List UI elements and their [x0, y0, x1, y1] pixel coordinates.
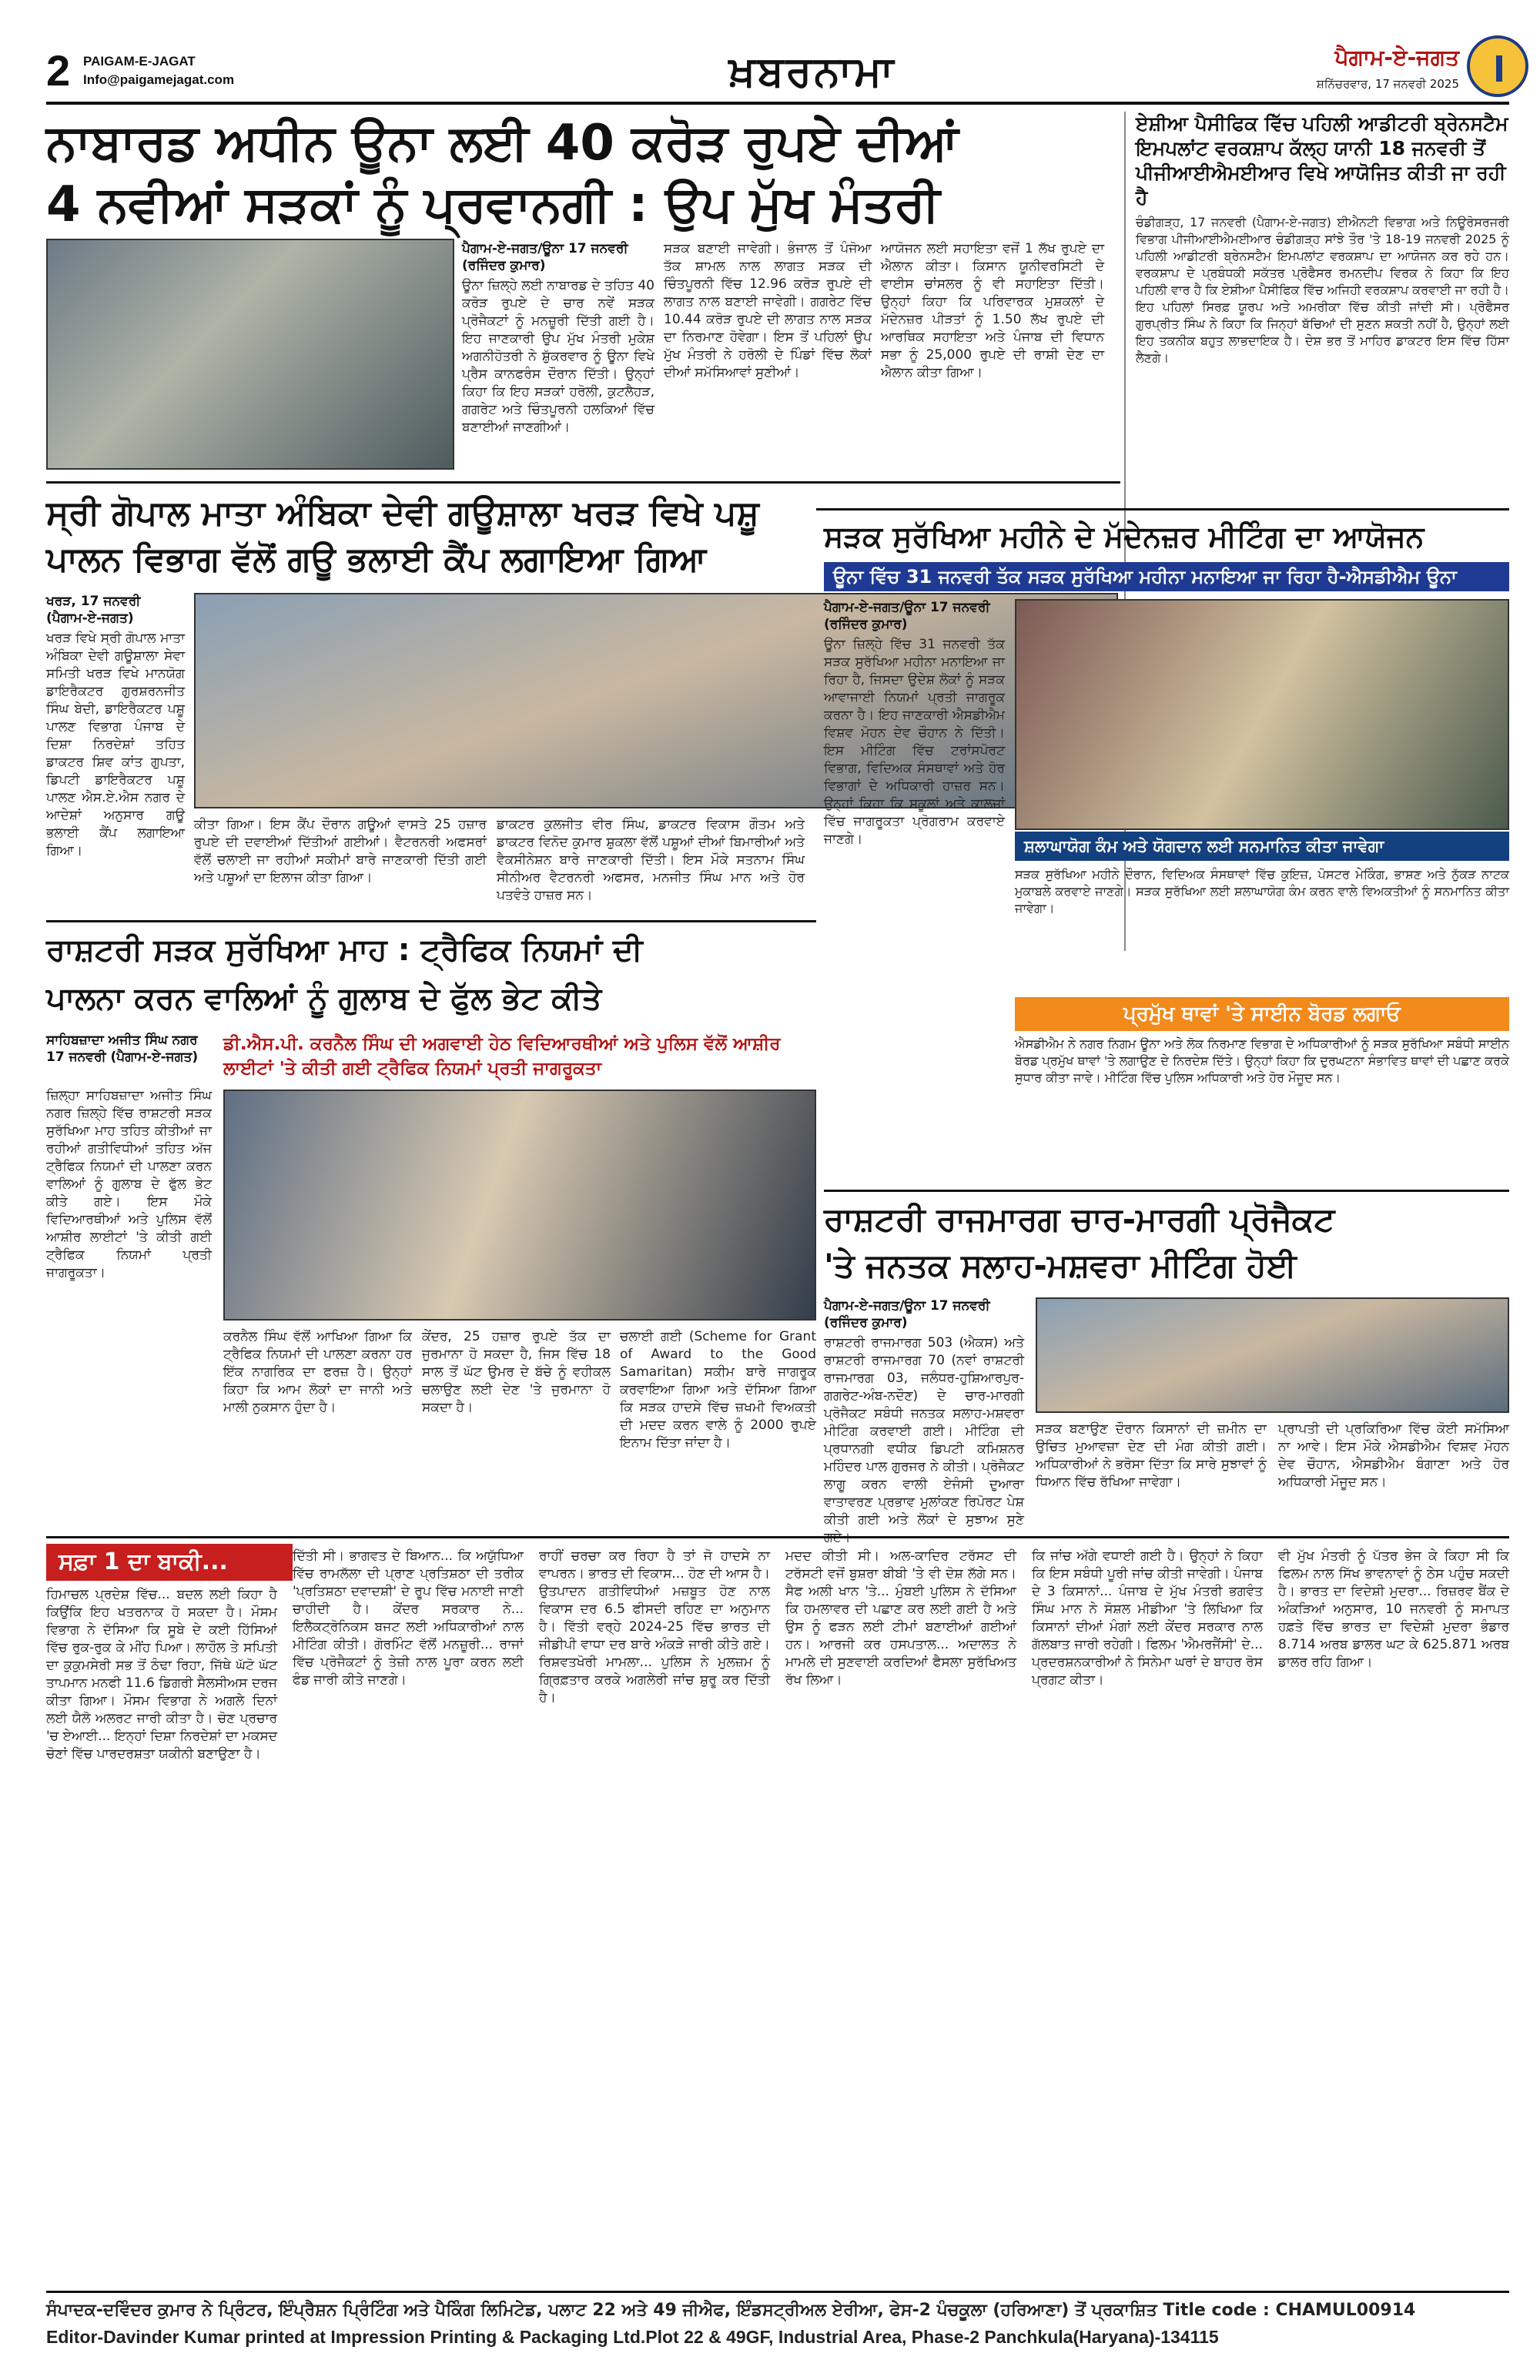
story1-col1: ਊਨਾ ਜ਼ਿਲ੍ਹੇ ਲਈ ਨਾਬਾਰਡ ਦੇ ਤਹਿਤ 40 ਕਰੋੜ ਰੁਪਏ ਦੇ ਚਾਰ ਨਵੇਂ ਸੜਕ ਪ੍ਰੋਜੈਕਟਾਂ ਨੂੰ ਮਨਜ਼ੂਰੀ ਦਿੱਤੀ ਗਈ ਹੈ। ਇਹ ਜਾਣਕਾਰੀ ਉਪ ਮੁੱਖ ਮੰਤਰੀ ਮੁਕੇਸ਼ ਅਗਨੀਹੋਤਰੀ ਨੇ ਸ਼ੁੱਕਰਵਾਰ ਨੂੰ ਊਨਾ ਵਿਖੇ ਪ੍ਰੈਸ ਕਾਨਫਰੰਸ ਦੌਰਾਨ ਦਿੱਤੀ। ਉਨ੍ਹਾਂ ਕਿਹਾ ਕਿ ਇਹ ਸੜਕਾਂ ਹਰੋਲੀ, ਕੁਟਲੈਹੜ, ਗਗਰੇਟ ਅਤੇ ਚਿੰਤਪੂਰਨੀ ਹਲਕਿਆਂ ਵਿੱਚ ਬਣਾਈਆਂ ਜਾਣਗੀਆਂ।: [462, 278, 654, 435]
story5-after-caption: ਸੜਕ ਸੁਰੱਖਿਆ ਮਹੀਨੇ ਦੌਰਾਨ, ਵਿਦਿਅਕ ਸੰਸਥਾਵਾਂ ਵਿੱਚ ਕੁਇਜ਼, ਪੋਸਟਰ ਮੇਕਿੰਗ, ਭਾਸ਼ਣ ਅਤੇ ਨੁੱਕੜ ਨਾਟਕ ਮੁਕਾਬਲੇ ਕਰਵਾਏ ਜਾਣਗੇ। ਸੜਕ ਸੁਰੱਖਿਆ ਲਈ ਸ਼ਲਾਘਾਯੋਗ ਕੰਮ ਕਰਨ ਵਾਲੇ ਵਿਅਕਤੀਆਂ ਨੂੰ ਸਨਮਾਨਿਤ ਕੀਤਾ ਜਾਵੇਗਾ।: [1015, 867, 1509, 916]
story6-col2: ਸੜਕ ਬਣਾਉਣ ਦੌਰਾਨ ਕਿਸਾਨਾਂ ਦੀ ਜ਼ਮੀਨ ਦਾ ਉਚਿਤ ਮੁਆਵਜ਼ਾ ਦੇਣ ਦੀ ਮੰਗ ਕੀਤੀ ਗਈ। ਅਧਿਕਾਰੀਆਂ ਨੇ ਭਰੋਸਾ ਦਿੱਤਾ ਕਿ ਸਾਰੇ ਸੁਝਾਵਾਂ ਨੂੰ ਧਿਆਨ ਵਿੱਚ ਰੱਖਿਆ ਜਾਵੇਗਾ।: [1036, 1421, 1267, 1490]
story4-col1: ਜ਼ਿਲ੍ਹਾ ਸਾਹਿਬਜ਼ਾਦਾ ਅਜੀਤ ਸਿੰਘ ਨਗਰ ਜ਼ਿਲ੍ਹੇ ਵਿੱਚ ਰਾਸ਼ਟਰੀ ਸੜਕ ਸੁਰੱਖਿਆ ਮਾਹ ਤਹਿਤ ਕੀਤੀਆਂ ਜਾ ਰਹੀਆਂ ਗਤੀਵਿਧੀਆਂ ਤਹਿਤ ਅੱਜ ਟ੍ਰੈਫਿਕ ਨਿਯਮਾਂ ਦੀ ਪਾਲਣਾ ਕਰਨ ਵਾਲਿਆਂ ਨੂੰ ਗੁਲਾਬ ਦੇ ਫੁੱਲ ਭੇਟ ਕੀਤੇ ਗਏ। ਇਸ ਮੌਕੇ ਵਿਦਿਆਰਥੀਆਂ ਅਤੇ ਪੁਲਿਸ ਵੱਲੋਂ ਆਸ਼ੀਰ ਲਾਈਟਾਂ 'ਤੇ ਕੀਤੀ ਗਈ ਟ੍ਰੈਫਿਕ ਨਿਯਮਾਂ ਪ੍ਰਤੀ ਜਾਗਰੂਕਤਾ।: [46, 1088, 212, 1280]
continued-col3: ਰਾਹੀਂ ਚਰਚਾ ਕਰ ਰਿਹਾ ਹੈ ਤਾਂ ਜੋ ਹਾਦਸੇ ਨਾ ਵਾਪਰਨ। ਭਾਰਤ ਦੀ ਵਿਕਾਸ... ਹੋਣ ਦੀ ਆਸ ਹੈ। ਉਤਪਾਦਨ ਗਤੀਵਿਧੀਆਂ ਮਜ਼ਬੂਤ ਹੋਣ ਨਾਲ ਵਿਕਾਸ ਦਰ 6.5 ਫੀਸਦੀ ਰਹਿਣ ਦਾ ਅਨੁਮਾਨ ਹੈ। ਵਿੱਤੀ ਵਰ੍ਹੇ 2024-25 ਵਿੱਚ ਭਾਰਤ ਦੀ ਜੀਡੀਪੀ ਵਾਧਾ ਦਰ ਬਾਰੇ ਅੰਕੜੇ ਜਾਰੀ ਕੀਤੇ ਗਏ। ਰਿਸ਼ਵਤਖੋਰੀ ਮਾਮਲਾ... ਪੁਲਿਸ ਨੇ ਮੁਲਜ਼ਮ ਨੂੰ ਗ੍ਰਿਫ਼ਤਾਰ ਕਰਕੇ ਅਗਲੇਰੀ ਜਾਂਚ ਸ਼ੁਰੂ ਕਰ ਦਿੱਤੀ ਹੈ।: [539, 1548, 770, 1705]
continued-col6: ਵੀ ਮੁੱਖ ਮੰਤਰੀ ਨੂੰ ਪੱਤਰ ਭੇਜ ਕੇ ਕਿਹਾ ਸੀ ਕਿ ਫਿਲਮ ਨਾਲ ਸਿੱਖ ਭਾਵਨਾਵਾਂ ਨੂੰ ਠੇਸ ਪਹੁੰਚ ਸਕਦੀ ਹੈ। ਭਾਰਤ ਦਾ ਵਿਦੇਸ਼ੀ ਮੁਦਰਾ... ਰਿਜ਼ਰਵ ਬੈਂਕ ਦੇ ਅੰਕੜਿਆਂ ਅਨੁਸਾਰ, 10 ਜਨਵਰੀ ਨੂੰ ਸਮਾਪਤ ਹਫ਼ਤੇ ਵਿੱਚ ਭਾਰਤ ਦਾ ਵਿਦੇਸ਼ੀ ਮੁਦਰਾ ਭੰਡਾਰ 8.714 ਅਰਬ ਡਾਲਰ ਘਟ ਕੇ 625.871 ਅਰਬ ਡਾਲਰ ਰਹਿ ਗਿਆ।: [1278, 1548, 1509, 1670]
story3-col3: ਡਾਕਟਰ ਕੁਲਜੀਤ ਵੀਰ ਸਿੰਘ, ਡਾਕਟਰ ਵਿਕਾਸ ਗੌਤਮ ਅਤੇ ਡਾਕਟਰ ਵਿਨੋਦ ਕੁਮਾਰ ਸ਼ੁਕਲਾ ਵੱਲੋਂ ਪਸ਼ੂਆਂ ਦੀਆਂ ਬਿਮਾਰੀਆਂ ਅਤੇ ਵੈਕਸੀਨੇਸ਼ਨ ਬਾਰੇ ਜਾਣਕਾਰੀ ਦਿੱਤੀ। ਇਸ ਮੌਕੇ ਸਤਨਾਮ ਸਿੰਘ ਸੀਨੀਅਰ ਵੈਟਰਨਰੀ ਅਫਸਰ, ਮਨਜੀਤ ਸਿੰਘ ਮਾਨ ਅਤੇ ਹੋਰ ਪਤਵੰਤੇ ਹਾਜ਼ਰ ਸਨ।: [497, 817, 805, 903]
issue-date: ਸ਼ਨਿੱਚਰਵਾਰ, 17 ਜਨਵਰੀ 2025: [1316, 77, 1459, 91]
story5-photo-caption: ਸ਼ਲਾਘਾਯੋਗ ਕੰਮ ਅਤੇ ਯੋਗਦਾਨ ਲਈ ਸਨਮਾਨਿਤ ਕੀਤਾ ਜਾਵੇਗਾ: [1015, 832, 1509, 861]
story5-photo: [1015, 599, 1509, 830]
newspaper-logo-text: ਪੈਗਾਮ-ਏ-ਜਗਤ: [1334, 45, 1459, 70]
continued-col2: ਦਿੱਤੀ ਸੀ। ਭਾਗਵਤ ਦੇ ਬਿਆਨ... ਕਿ ਅਯੁੱਧਿਆ ਵਿੱਚ ਰਾਮਲੱਲਾ ਦੀ ਪ੍ਰਾਣ ਪ੍ਰਤਿਸ਼ਠਾ ਦੀ ਤਰੀਕ 'ਪ੍ਰਤਿਸ਼ਠਾ ਦਵਾਦਸ਼ੀ' ਦੇ ਰੂਪ ਵਿੱਚ ਮਨਾਈ ਜਾਣੀ ਚਾਹੀਦੀ ਹੈ। ਕੇਂਦਰ ਸਰਕਾਰ ਨੇ... ਇਲੈਕਟ੍ਰੋਨਿਕਸ ਬਜਟ ਲਈ ਅਧਿਕਾਰੀਆਂ ਨਾਲ ਮੀਟਿੰਗ ਕੀਤੀ। ਗੋਰਮਿੰਟ ਵੱਲੋਂ ਮਨਜ਼ੂਰੀ... ਰਾਜਾਂ ਵਿੱਚ ਪ੍ਰੋਜੈਕਟਾਂ ਨੂੰ ਤੇਜ਼ੀ ਨਾਲ ਪੂਰਾ ਕਰਨ ਲਈ ਫੰਡ ਜਾਰੀ ਕੀਤੇ ਜਾਣਗੇ।: [293, 1548, 524, 1688]
story6-photo: [1036, 1297, 1509, 1413]
story5-box-title: ਪ੍ਰਮੁੱਖ ਥਾਵਾਂ 'ਤੇ ਸਾਈਨ ਬੋਰਡ ਲਗਾਓ: [1015, 997, 1509, 1031]
story5-dateline: ਪੈਗਾਮ-ਏ-ਜਗਤ/ਊਨਾ 17 ਜਨਵਰੀ (ਰਜਿੰਦਰ ਕੁਮਾਰ): [824, 600, 990, 632]
story4-photo: [223, 1090, 816, 1321]
story5-headline: ਸੜਕ ਸੁਰੱਖਿਆ ਮਹੀਨੇ ਦੇ ਮੱਦੇਨਜ਼ਰ ਮੀਟਿੰਗ ਦਾ ਆਯੋਜਨ: [824, 520, 1424, 554]
story4-headline-line2: ਪਾਲਨਾ ਕਰਨ ਵਾਲਿਆਂ ਨੂੰ ਗੁਲਾਬ ਦੇ ਫੁੱਲ ਭੇਟ ਕੀਤੇ: [46, 981, 602, 1016]
story5-subhead: ਊਨਾ ਵਿੱਚ 31 ਜਨਵਰੀ ਤੱਕ ਸੜਕ ਸੁਰੱਖਿਆ ਮਹੀਨਾ ਮਨਾਇਆ ਜਾ ਰਿਹਾ ਹੈ-ਐਸਡੀਐਮ ਊਨਾ: [824, 562, 1509, 591]
torch-logo-icon: [1467, 35, 1528, 97]
story4-col4: ਚਲਾਈ ਗਈ (Scheme for Grant of Award to the Good Samaritan) ਸਕੀਮ ਬਾਰੇ ਜਾਗਰੂਕ ਕਰਵਾਇਆ ਗਿਆ ਅਤੇ ਦੱਸਿਆ ਗਿਆ ਕਿ ਸੜਕ ਹਾਦਸੇ ਵਿੱਚ ਜ਼ਖਮੀ ਵਿਅਕਤੀ ਦੀ ਮਦਦ ਕਰਨ ਵਾਲੇ ਨੂੰ 2000 ਰੁਪਏ ਇਨਾਮ ਦਿੱਤਾ ਜਾਂਦਾ ਹੈ।: [620, 1329, 816, 1451]
story6-headline-line1: ਰਾਸ਼ਟਰੀ ਰਾਜਮਾਰਗ ਚਾਰ-ਮਾਰਗੀ ਪ੍ਰੋਜੈਕਟ: [824, 1200, 1335, 1238]
story3-col2: ਕੀਤਾ ਗਿਆ। ਇਸ ਕੈਂਪ ਦੌਰਾਨ ਗਊਆਂ ਵਾਸਤੇ 25 ਹਜ਼ਾਰ ਰੁਪਏ ਦੀ ਦਵਾਈਆਂ ਦਿੱਤੀਆਂ ਗਈਆਂ। ਵੈਟਰਨਰੀ ਅਫਸਰਾਂ ਵੱਲੋਂ ਚਲਾਈ ਜਾ ਰਹੀਆਂ ਸਕੀਮਾਂ ਬਾਰੇ ਜਾਣਕਾਰੀ ਦਿੱਤੀ ਗਈ ਅਤੇ ਪਸ਼ੂਆਂ ਦਾ ਇਲਾਜ ਕੀਤਾ ਗਿਆ।: [194, 817, 487, 885]
footer-imprint-english: Editor-Davinder Kumar printed at Impression Printing & Packaging Ltd.Plot 22 & 49GF, Industrial Area, Phase-2 Panchkula(Haryana)-134115: [46, 2327, 1219, 2347]
story1-photo: [46, 239, 454, 470]
story4-dateline: ਸਾਹਿਬਜ਼ਾਦਾ ਅਜੀਤ ਸਿੰਘ ਨਗਰ 17 ਜਨਵਰੀ (ਪੈਗਾਮ-ਏ-ਜਗਤ): [46, 1033, 199, 1065]
story4-col2: ਕਰਨੈਲ ਸਿੰਘ ਵੱਲੋਂ ਆਖਿਆ ਗਿਆ ਕਿ ਟ੍ਰੈਫਿਕ ਨਿਯਮਾਂ ਦੀ ਪਾਲਣਾ ਕਰਨਾ ਹਰ ਇੱਕ ਨਾਗਰਿਕ ਦਾ ਫਰਜ਼ ਹੈ। ਉਨ੍ਹਾਂ ਕਿਹਾ ਕਿ ਆਮ ਲੋਕਾਂ ਦਾ ਜਾਨੀ ਅਤੇ ਮਾਲੀ ਨੁਕਸਾਨ ਹੁੰਦਾ ਹੈ।: [223, 1329, 412, 1415]
story2-body: ਚੰਡੀਗੜ੍ਹ, 17 ਜਨਵਰੀ (ਪੈਗਾਮ-ਏ-ਜਗਤ) ਈਐਨਟੀ ਵਿਭਾਗ ਅਤੇ ਨਿਊਰੋਸਰਜਰੀ ਵਿਭਾਗ ਪੀਜੀਆਈਐਮਈਆਰ ਚੰਡੀਗੜ੍ਹ ਸਾਂਝੇ ਤੌਰ 'ਤੇ 18-19 ਜਨਵਰੀ 2025 ਨੂੰ ਪਹਿਲੀ ਆਡੀਟਰੀ ਬ੍ਰੇਨਸਟੈਮ ਇਮਪਲਾਂਟ ਵਰਕਸ਼ਾਪ ਦਾ ਆਯੋਜਨ ਕਰ ਰਹੇ ਹਨ। ਵਰਕਸ਼ਾਪ ਦੇ ਪ੍ਰਬੰਧਕੀ ਸਕੱਤਰ ਪ੍ਰੋਫੈਸਰ ਰਮਨਦੀਪ ਵਿਰਕ ਨੇ ਕਿਹਾ ਕਿ ਇਹ ਪਹਿਲੀ ਵਾਰ ਹੈ ਕਿ ਏਸ਼ੀਆ ਪੈਸੀਫਿਕ ਵਿੱਚ ਅਜਿਹੀ ਵਰਕਸ਼ਾਪ ਕਰਵਾਈ ਜਾ ਰਹੀ ਹੈ। ਇਹ ਪਹਿਲਾਂ ਸਿਰਫ਼ ਯੂਰਪ ਅਤੇ ਅਮਰੀਕਾ ਵਿੱਚ ਕੀਤੀ ਜਾਂਦੀ ਸੀ। ਪ੍ਰੋਫੈਸਰ ਗੁਰਪ੍ਰੀਤ ਸਿੰਘ ਨੇ ਕਿਹਾ ਕਿ ਜਿਨ੍ਹਾਂ ਬੱਚਿਆਂ ਦੀ ਸੁਣਨ ਸ਼ਕਤੀ ਨਹੀਂ ਹੈ, ਉਨ੍ਹਾਂ ਲਈ ਇਹ ਤਕਨੀਕ ਬਹੁਤ ਲਾਭਦਾਇਕ ਹੈ। ਦੇਸ਼ ਭਰ ਤੋਂ ਮਾਹਿਰ ਡਾਕਟਰ ਇਸ ਵਿੱਚ ਹਿੱਸਾ ਲੈਣਗੇ।: [1136, 215, 1510, 365]
story6-headline-line2: 'ਤੇ ਜਨਤਕ ਸਲਾਹ-ਮਸ਼ਵਰਾ ਮੀਟਿੰਗ ਹੋਈ: [824, 1247, 1297, 1284]
continued-col5: ਕਿ ਜਾਂਚ ਅੱਗੇ ਵਧਾਈ ਗਈ ਹੈ। ਉਨ੍ਹਾਂ ਨੇ ਕਿਹਾ ਕਿ ਇਸ ਸਬੰਧੀ ਪੂਰੀ ਜਾਂਚ ਕੀਤੀ ਜਾਵੇਗੀ। ਪੰਜਾਬ ਦੇ 3 ਕਿਸਾਨਾਂ... ਪੰਜਾਬ ਦੇ ਮੁੱਖ ਮੰਤਰੀ ਭਗਵੰਤ ਸਿੰਘ ਮਾਨ ਨੇ ਸੋਸ਼ਲ ਮੀਡੀਆ 'ਤੇ ਲਿਖਿਆ ਕਿ ਕਿਸਾਨਾਂ ਦੀਆਂ ਮੰਗਾਂ ਲਈ ਕੇਂਦਰ ਸਰਕਾਰ ਨਾਲ ਗੱਲਬਾਤ ਜਾਰੀ ਰਹੇਗੀ। ਫਿਲਮ 'ਐਮਰਜੈਂਸੀ' ਦੇ... ਪ੍ਰਦਰਸ਼ਨਕਾਰੀਆਂ ਨੇ ਸਿਨੇਮਾ ਘਰਾਂ ਦੇ ਬਾਹਰ ਰੋਸ ਪ੍ਰਗਟ ਕੀਤਾ।: [1032, 1548, 1263, 1688]
story4-subhead: ਡੀ.ਐਸ.ਪੀ. ਕਰਨੈਲ ਸਿੰਘ ਦੀ ਅਗਵਾਈ ਹੇਠ ਵਿਦਿਆਰਥੀਆਂ ਅਤੇ ਪੁਲਿਸ ਵੱਲੋਂ ਆਸ਼ੀਰ ਲਾਈਟਾਂ 'ਤੇ ਕੀਤੀ ਗਈ ਟ੍ਰੈਫਿਕ ਨਿਯਮਾਂ ਪ੍ਰਤੀ ਜਾਗਰੂਕਤਾ: [223, 1034, 781, 1079]
story1-headline-line1: ਨਾਬਾਰਡ ਅਧੀਨ ਊਨਾ ਲਈ 40 ਕਰੋੜ ਰੁਪਏ ਦੀਆਂ: [46, 115, 959, 172]
story6-dateline: ਪੈਗਾਮ-ਏ-ਜਗਤ/ਊਨਾ 17 ਜਨਵਰੀ (ਰਜਿੰਦਰ ਕੁਮਾਰ): [824, 1298, 990, 1331]
story6-body: ਰਾਸ਼ਟਰੀ ਰਾਜਮਾਰਗ 503 (ਐਕਸ) ਅਤੇ ਰਾਸ਼ਟਰੀ ਰਾਜਮਾਰਗ 70 (ਨਵਾਂ ਰਾਸ਼ਟਰੀ ਰਾਜਮਾਰਗ 03, ਜਲੰਧਰ-ਹੁਸ਼ਿਆਰਪੁਰ-ਗਗਰੇਟ-ਅੰਬ-ਨਦੌਣ) ਦੇ ਚਾਰ-ਮਾਰਗੀ ਪ੍ਰੋਜੈਕਟ ਸਬੰਧੀ ਜਨਤਕ ਸਲਾਹ-ਮਸ਼ਵਰਾ ਮੀਟਿੰਗ ਕਰਵਾਈ ਗਈ। ਮੀਟਿੰਗ ਦੀ ਪ੍ਰਧਾਨਗੀ ਵਧੀਕ ਡਿਪਟੀ ਕਮਿਸ਼ਨਰ ਮਹਿੰਦਰ ਪਾਲ ਗੁਰਜਰ ਨੇ ਕੀਤੀ। ਪ੍ਰੋਜੈਕਟ ਲਾਗੂ ਕਰਨ ਵਾਲੀ ਏਜੰਸੀ ਦੁਆਰਾ ਵਾਤਾਵਰਣ ਪ੍ਰਭਾਵ ਮੁਲਾਂਕਣ ਰਿਪੋਰਟ ਪੇਸ਼ ਕੀਤੀ ਗਈ ਅਤੇ ਲੋਕਾਂ ਦੇ ਸੁਝਾਅ ਸੁਣੇ: [824, 1335, 1024, 1528]
story3-headline-line1: ਸ੍ਰੀ ਗੋਪਾਲ ਮਾਤਾ ਅੰਬਿਕਾ ਦੇਵੀ ਗਊਸ਼ਾਲਾ ਖਰੜ ਵਿਖੇ ਪਸ਼ੂ: [46, 494, 759, 533]
brand-email: Info@paigamejagat.com: [83, 72, 235, 87]
section-rule: [816, 508, 1509, 510]
story4-headline-line1: ਰਾਸ਼ਟਰੀ ਸੜਕ ਸੁਰੱਖਿਆ ਮਾਹ : ਟ੍ਰੈਫਿਕ ਨਿਯਮਾਂ ਦੀ: [46, 932, 643, 968]
story3-headline-line2: ਪਾਲਨ ਵਿਭਾਗ ਵੱਲੋਂ ਗਊ ਭਲਾਈ ਕੈਂਪ ਲਗਾਇਆ ਗਿਆ: [46, 540, 707, 579]
story1-headline-line2: 4 ਨਵੀਆਂ ਸੜਕਾਂ ਨੂੰ ਪ੍ਰਵਾਨਗੀ : ਉਪ ਮੁੱਖ ਮੰਤਰੀ: [46, 176, 940, 233]
story4-col3: ਕੇਂਦਰ, 25 ਹਜ਼ਾਰ ਰੁਪਏ ਤੱਕ ਦਾ ਜੁਰਮਾਨਾ ਹੋ ਸਕਦਾ ਹੈ, ਜਿਸ ਵਿੱਚ 18 ਸਾਲ ਤੋਂ ਘੱਟ ਉਮਰ ਦੇ ਬੱਚੇ ਨੂੰ ਵਹੀਕਲ ਚਲਾਉਣ ਲਈ ਦੇਣ 'ਤੇ ਜੁਰਮਾਨਾ ਹੋ ਸਕਦਾ ਹੈ।: [422, 1329, 611, 1415]
story2-headline: ਏਸ਼ੀਆ ਪੈਸੀਫਿਕ ਵਿੱਚ ਪਹਿਲੀ ਆਡੀਟਰੀ ਬ੍ਰੇਨਸਟੈਮ ਇਮਪਲਾਂਟ ਵਰਕਸ਼ਾਪ ਕੱਲ੍ਹ ਯਾਨੀ 18 ਜਨਵਰੀ ਤੋਂ ਪੀਜੀਆਈਐਮਈਆਰ ਵਿਖੇ ਆਯੋਜਿਤ ਕੀਤੀ ਜਾ ਰਹੀ ਹੈ: [1136, 112, 1508, 209]
story1-dateline: ਪੈਗਾਮ-ਏ-ਜਗਤ/ਊਨਾ 17 ਜਨਵਰੀ (ਰਜਿੰਦਰ ਕੁਮਾਰ): [462, 241, 628, 273]
continued-col1: ਹਿਮਾਚਲ ਪ੍ਰਦੇਸ਼ ਵਿੱਚ... ਬਦਲ ਲਈ ਕਿਹਾ ਹੈ ਕਿਉਂਕਿ ਇਹ ਖਤਰਨਾਕ ਹੋ ਸਕਦਾ ਹੈ। ਮੌਸਮ ਵਿਭਾਗ ਨੇ ਦੱਸਿਆ ਕਿ ਸੂਬੇ ਦੇ ਕਈ ਹਿੱਸਿਆਂ ਵਿੱਚ ਰੁਕ-ਰੁਕ ਕੇ ਮੀਂਹ ਪਿਆ। ਲਾਹੌਲ ਤੇ ਸਪਿਤੀ ਦਾ ਕੁਕੁਮਸੇਰੀ ਸਭ ਤੋਂ ਠੰਢਾ ਰਿਹਾ, ਜਿੱਥੇ ਘੱਟੋ ਘੱਟ ਤਾਪਮਾਨ ਮਨਫੀ 11.6 ਡਿਗਰੀ ਸੈਲਸੀਅਸ ਦਰਜ ਕੀਤਾ ਗਿਆ। ਮੌਸਮ ਵਿਭਾਗ ਨੇ ਅਗਲੇ ਦਿਨਾਂ ਲਈ ਯੈਲੋ ਅਲਰਟ ਜਾਰੀ ਕੀਤਾ ਹੈ। ਚੋਣ ਪ੍ਰਚਾਰ 'ਚ ਏਆਈ... ਇਨ੍ਹਾਂ ਦਿਸ਼ਾ ਨਿਰਦੇਸ਼ਾਂ ਦਾ ਮਕਸਦ ਚੋਣਾਂ ਵਿੱਚ ਪਾਰਦਰਸ਼ਤਾ ਯਕੀਨੀ ਬਣਾਉਣਾ ਹੈ।: [46, 1587, 277, 1762]
story5-box-body: ਐਸਡੀਐਮ ਨੇ ਨਗਰ ਨਿਗਮ ਊਨਾ ਅਤੇ ਲੋਕ ਨਿਰਮਾਣ ਵਿਭਾਗ ਦੇ ਅਧਿਕਾਰੀਆਂ ਨੂੰ ਸੜਕ ਸੁਰੱਖਿਆ ਸਬੰਧੀ ਸਾਈਨ ਬੋਰਡ ਪ੍ਰਮੁੱਖ ਥਾਵਾਂ 'ਤੇ ਲਗਾਉਣ ਦੇ ਨਿਰਦੇਸ਼ ਦਿੱਤੇ। ਉਨ੍ਹਾਂ ਕਿਹਾ ਕਿ ਦੁਰਘਟਨਾ ਸੰਭਾਵਿਤ ਥਾਵਾਂ ਦੀ ਪਛਾਣ ਕਰਕੇ ਸੁਧਾਰ ਕੀਤਾ ਜਾਵੇ। ਮੀਟਿੰਗ ਵਿੱਚ ਪੁਲਿਸ ਅਧਿਕਾਰੀ ਅਤੇ ਹੋਰ ਮੌਜੂਦ ਸਨ।: [1015, 1036, 1509, 1085]
brand-block: [83, 52, 234, 89]
page-masthead: ਖ਼ਬਰਨਾਮਾ: [728, 47, 896, 95]
continued-col4: ਮਦਦ ਕੀਤੀ ਸੀ। ਅਲ-ਕਾਦਿਰ ਟਰੱਸਟ ਦੀ ਟਰੱਸਟੀ ਵਜੋਂ ਬੁਸ਼ਰਾ ਬੀਬੀ 'ਤੇ ਵੀ ਦੋਸ਼ ਲੱਗੇ ਸਨ। ਸੈਫ ਅਲੀ ਖਾਨ 'ਤੇ... ਮੁੰਬਈ ਪੁਲਿਸ ਨੇ ਦੱਸਿਆ ਕਿ ਹਮਲਾਵਰ ਦੀ ਪਛਾਣ ਕਰ ਲਈ ਗਈ ਹੈ ਅਤੇ ਉਸ ਨੂੰ ਫੜਨ ਲਈ ਟੀਮਾਂ ਬਣਾਈਆਂ ਗਈਆਂ ਹਨ। ਆਰਜੀ ਕਰ ਹਸਪਤਾਲ... ਅਦਾਲਤ ਨੇ ਮਾਮਲੇ ਦੀ ਸੁਣਵਾਈ ਕਰਦਿਆਂ ਫੈਸਲਾ ਸੁਰੱਖਿਅਤ ਰੱਖ ਲਿਆ।: [785, 1548, 1016, 1688]
story3-col1: ਖਰੜ ਵਿਖੇ ਸ੍ਰੀ ਗੋਪਾਲ ਮਾਤਾ ਅੰਬਿਕਾ ਦੇਵੀ ਗਊਸ਼ਾਲਾ ਸੇਵਾ ਸਮਿਤੀ ਖਰੜ ਵਿਖੇ ਮਾਨਯੋਗ ਡਾਇਰੈਕਟਰ ਗੁਰਸ਼ਰਨਜੀਤ ਸਿੰਘ ਬੇਦੀ, ਡਾਇਰੈਕਟਰ ਪਸ਼ੂ ਪਾਲਣ ਵਿਭਾਗ ਪੰਜਾਬ ਦੇ ਦਿਸ਼ਾ ਨਿਰਦੇਸ਼ਾਂ ਤਹਿਤ ਡਾਕਟਰ ਸ਼ਿਵ ਕਾਂਤ ਗੁਪਤਾ, ਡਿਪਟੀ ਡਾਇਰੈਕਟਰ ਪਸ਼ੂ ਪਾਲਣ ਐਸ.ਏ.ਐਸ ਨਗਰ ਦੇ ਆਦੇਸ਼ਾਂ ਅਨੁਸਾਰ ਗਊ ਭਲਾਈ ਕੈਂਪ ਲਗਾਇਆ ਗਿਆ।: [46, 631, 185, 859]
story3-dateline: ਖਰੜ, 17 ਜਨਵਰੀ (ਪੈਗਾਮ-ਏ-ਜਗਤ): [46, 594, 141, 626]
story1-col2: ਸੜਕ ਬਣਾਈ ਜਾਵੇਗੀ। ਭੰਜਾਲ ਤੋਂ ਪੰਜੋਆ ਤੱਕ ਸ਼ਾਮਲ ਨਾਲ ਲਾਗਤ ਸੜਕ ਦੀ ਚਿੰਤਪੂਰਨੀ ਵਿੱਚ 12.96 ਕਰੋੜ ਰੁਪਏ ਦੀ ਲਾਗਤ ਨਾਲ ਬਣਾਈ ਜਾਵੇਗੀ। ਗਗਰੇਟ ਵਿੱਚ 10.44 ਕਰੋੜ ਰੁਪਏ ਦੀ ਲਾਗਤ ਨਾਲ ਸੜਕ ਦਾ ਨਿਰਮਾਣ ਹੋਵੇਗਾ। ਇਸ ਤੋਂ ਪਹਿਲਾਂ ਉਪ ਮੁੱਖ ਮੰਤਰੀ ਨੇ ਹਰੋਲੀ ਦੇ ਪਿੰਡਾਂ ਵਿੱਚ ਲੋਕਾਂ ਦੀਆਂ ਸਮੱਸਿਆਵਾਂ ਸੁਣੀਆਂ।: [664, 241, 872, 380]
footer-imprint-punjabi: ਸੰਪਾਦਕ-ਦਵਿੰਦਰ ਕੁਮਾਰ ਨੇ ਪ੍ਰਿੰਟਰ, ਇੰਪ੍ਰੈਸ਼ਨ ਪ੍ਰਿੰਟਿੰਗ ਅਤੇ ਪੈਕਿੰਗ ਲਿਮਿਟੇਡ, ਪਲਾਟ 22 ਅਤੇ 49 ਜੀਐਫ, ਇੰਡਸਟ੍ਰੀਅਲ ਏਰੀਆ, ਫੇਸ-2 ਪੰਚਕੂਲਾ (ਹਰਿਆਣਾ) ਤੋਂ ਪ੍ਰਕਾਸ਼ਿਤ Title code : CHAMUL00914: [46, 2301, 1416, 2320]
story1-col3: ਆਯੋਜਨ ਲਈ ਸਹਾਇਤਾ ਵਜੋਂ 1 ਲੱਖ ਰੁਪਏ ਦਾ ਐਲਾਨ ਕੀਤਾ। ਕਿਸਾਨ ਯੂਨੀਵਰਸਿਟੀ ਦੇ ਵਾਈਸ ਚਾਂਸਲਰ ਨੂੰ ਵੀ ਸਹਾਇਤਾ ਦਿੱਤੀ। ਉਨ੍ਹਾਂ ਕਿਹਾ ਕਿ ਪਰਿਵਾਰਕ ਮੁਸ਼ਕਲਾਂ ਦੇ ਮੱਦੇਨਜ਼ਰ ਪੀੜਤਾਂ ਨੂੰ 1.50 ਲੱਖ ਰੁਪਏ ਦੀ ਆਰਥਿਕ ਸਹਾਇਤਾ ਅਤੇ ਪੰਜਾਬ ਦੀ ਵਿਧਾਨ ਸਭਾ ਨੂੰ 25,000 ਰੁਪਏ ਦੀ ਰਾਸ਼ੀ ਦੇਣ ਦਾ ਐਲਾਨ ਕੀਤਾ ਗਿਆ।: [881, 241, 1104, 380]
section-rule: [46, 481, 1120, 484]
page-number: 2: [46, 46, 71, 95]
section-rule: [46, 920, 816, 922]
story5-body: ਊਨਾ ਜ਼ਿਲ੍ਹੇ ਵਿੱਚ 31 ਜਨਵਰੀ ਤੱਕ ਸੜਕ ਸੁਰੱਖਿਆ ਮਹੀਨਾ ਮਨਾਇਆ ਜਾ ਰਿਹਾ ਹੈ, ਜਿਸਦਾ ਉਦੇਸ਼ ਲੋਕਾਂ ਨੂੰ ਸੜਕ ਆਵਾਜਾਈ ਨਿਯਮਾਂ ਪ੍ਰਤੀ ਜਾਗਰੂਕ ਕਰਨਾ ਹੈ। ਇਹ ਜਾਣਕਾਰੀ ਐਸਡੀਐਮ ਵਿਸ਼ਵ ਮੋਹਨ ਦੇਵ ਚੌਹਾਨ ਨੇ ਦਿੱਤੀ। ਇਸ ਮੀਟਿੰਗ ਵਿੱਚ ਟਰਾਂਸਪੋਰਟ ਵਿਭਾਗ, ਵਿਦਿਅਕ ਸੰਸਥਾਵਾਂ ਅਤੇ ਹੋਰ ਵਿਭਾਗਾਂ ਦੇ ਅਧਿਕਾਰੀ ਹਾਜ਼ਰ ਸਨ। ਉਨ੍ਹਾਂ ਕਿਹਾ ਕਿ ਸਕੂਲਾਂ ਅਤੇ ਕਾਲਜਾਂ ਵਿੱਚ ਜਾਗਰੂਕਤਾ ਪ੍ਰੋਗਰਾਮ ਕਰਵਾਏ ਜਾਣਗੇ।: [824, 637, 1005, 847]
continued-banner: ਸਫ਼ਾ 1 ਦਾ ਬਾਕੀ...: [46, 1544, 293, 1581]
section-rule: [824, 1190, 1509, 1192]
section-rule: [46, 1536, 1509, 1538]
story6-col3: ਪ੍ਰਾਪਤੀ ਦੀ ਪ੍ਰਕਿਰਿਆ ਵਿੱਚ ਕੋਈ ਸਮੱਸਿਆ ਨਾ ਆਵੇ। ਇਸ ਮੌਕੇ ਐਸਡੀਐਮ ਵਿਸ਼ਵ ਮੋਹਨ ਦੇਵ ਚੌਹਾਨ, ਐਸਡੀਐਮ ਬੰਗਾਣਾ ਅਤੇ ਹੋਰ ਅਧਿਕਾਰੀ ਮੌਜੂਦ ਸਨ।: [1278, 1421, 1509, 1490]
header-rule: [46, 102, 1509, 105]
brand-name: PAIGAM-E-JAGAT: [83, 54, 196, 69]
